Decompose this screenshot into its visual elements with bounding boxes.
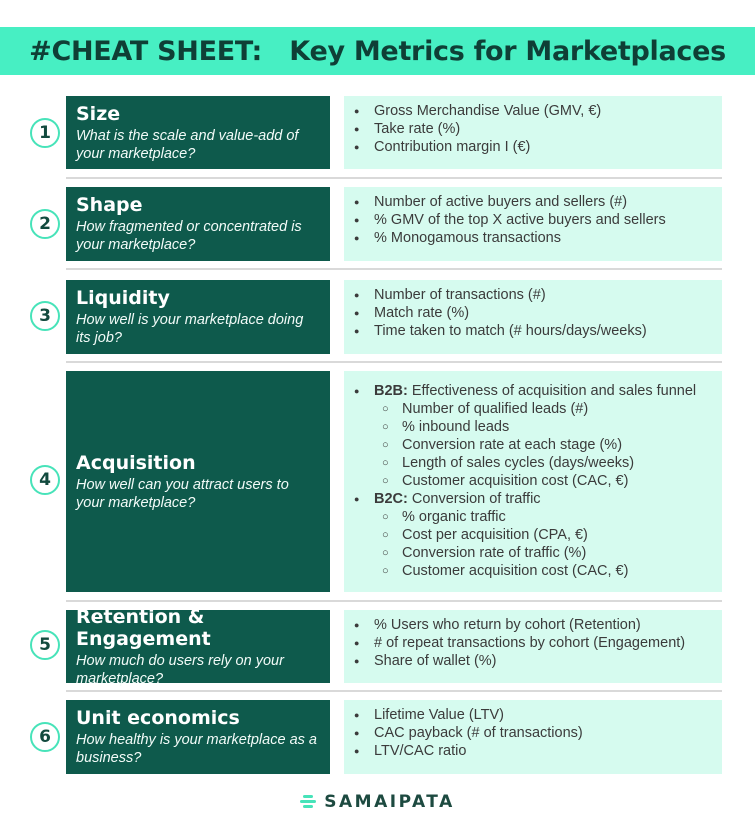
metrics-list [352,286,716,340]
metric-category-box [66,280,330,354]
category-question: How healthy is your marketplace as a business? [76,732,317,766]
list-item: ● Number of transactions (#) [352,286,716,304]
metrics-list-box [344,280,722,354]
category-title: Liquidity [76,287,170,309]
list-item: ● Take rate (%) [352,120,716,138]
footer-logo [0,792,755,812]
list-subitem: ○ % inbound leads [352,418,716,436]
list-subitem: ○ Conversion rate of traffic (%) [352,544,716,562]
row-number-badge: 4 [30,465,60,495]
list-item: ● # of repeat transactions by cohort (Engagement) [352,634,716,652]
list-item: ● % Users who return by cohort (Retention) [352,616,716,634]
b2b-text: Effectiveness of acquisition and sales funnel [407,383,697,399]
list-item: ● Match rate (%) [352,304,716,322]
list-subitem: ○ % organic traffic [352,508,716,526]
list-item: ● Time taken to match (# hours/days/weeks) [352,322,716,340]
list-subitem: ○ Customer acquisition cost (CAC, €) [352,472,716,490]
b2c-text: Conversion of traffic [407,491,541,507]
row-divider [66,268,722,270]
row-divider [66,600,722,602]
list-subitem: ○ Cost per acquisition (CPA, €) [352,526,716,544]
list-subitem: ○ Customer acquisition cost (CAC, €) [352,562,716,580]
list-item-b2b [352,382,716,400]
category-title: Unit economics [76,707,240,729]
list-item: ● CAC payback (# of transactions) [352,724,716,742]
metric-category-box [66,700,330,774]
row-divider [66,361,722,363]
row-divider [66,690,722,692]
category-title: Size [76,102,121,125]
list-item: ● % GMV of the top X active buyers and sellers [352,211,716,229]
metrics-list-box [344,96,722,169]
metric-category-box [66,96,330,169]
category-title: Acquisition [76,451,196,474]
list-item: ● Share of wallet (%) [352,652,716,670]
header-bar [0,27,755,75]
category-question: How fragmented or concentrated is your marketplace? [76,219,302,253]
stacked-bars-logo-icon [300,795,316,809]
metrics-list [352,382,716,580]
list-item: ● Contribution margin I (€) [352,138,716,156]
page-title: #CHEAT SHEET: Key Metrics for Marketplaces [29,35,726,67]
metrics-list [352,616,716,670]
metrics-list-box [344,187,722,261]
list-item: ● Number of active buyers and sellers (#) [352,193,716,211]
row-number-badge: 6 [30,722,60,752]
row-number-badge: 1 [30,118,60,148]
category-question: How well is your marketplace doing its job? [76,312,304,346]
metric-category-box [66,371,330,592]
metrics-list-box [344,700,722,774]
category-question: What is the scale and value-add of your marketplace? [76,127,299,162]
category-question: How well can you attract users to your marketplace? [76,476,289,511]
category-title: Retention & Engagement [76,605,211,650]
category-title: Shape [76,194,143,216]
list-item: ● Lifetime Value (LTV) [352,706,716,724]
b2b-label: B2B: [374,383,408,399]
list-subitem: ○ Length of sales cycles (days/weeks) [352,454,716,472]
metrics-list-box [344,371,722,592]
list-subitem: ○ Conversion rate at each stage (%) [352,436,716,454]
metric-category-box [66,187,330,261]
metrics-list [352,706,716,760]
list-item: ● Gross Merchandise Value (GMV, €) [352,102,716,120]
row-divider [66,177,722,179]
row-number-badge: 5 [30,630,60,660]
metrics-list [352,193,716,247]
list-item: ● % Monogamous transactions [352,229,716,247]
metric-category-box [66,605,330,687]
row-number-badge: 3 [30,301,60,331]
list-item-b2c [352,490,716,508]
metrics-list-box [344,610,722,683]
category-question: How much do users rely on your marketplace? [76,652,284,687]
list-subitem: ○ Number of qualified leads (#) [352,400,716,418]
list-item: ● LTV/CAC ratio [352,742,716,760]
b2c-label: B2C: [374,491,408,507]
brand-logo-text: SAMAIPATA [324,792,455,812]
row-number-badge: 2 [30,209,60,239]
metrics-list [352,102,716,156]
